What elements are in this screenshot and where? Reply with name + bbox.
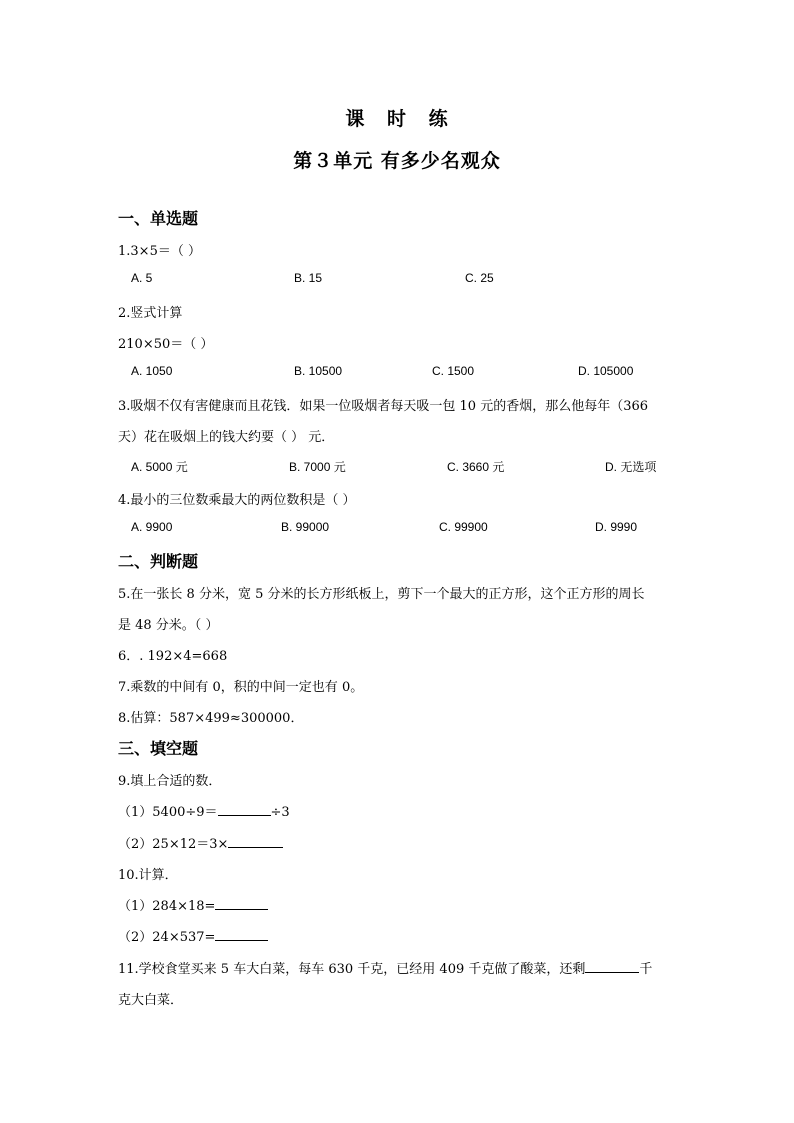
question-11-line-2: 克大白菜． — [118, 993, 184, 1008]
question-3-stem-line-2: 天）花在吸烟上的钱大约要（ ） 元． — [118, 430, 335, 445]
section-heading-single-choice: 一、单选题 — [118, 209, 199, 228]
answer-blank[interactable] — [218, 802, 271, 816]
question-3-stem-line-1: 3.吸烟不仅有害健康而且花钱．如果一位吸烟者每天吸一包 10 元的香烟，那么他每年（366 — [118, 399, 649, 414]
question-4-option-d: D. 9990 — [595, 520, 638, 534]
answer-blank[interactable] — [228, 834, 283, 848]
section-heading-true-false: 二、判断题 — [118, 552, 199, 571]
section-heading-fill-blank: 三、填空题 — [118, 739, 199, 758]
answer-blank[interactable] — [215, 896, 268, 910]
question-3-option-d: D. 无选项 — [605, 460, 657, 474]
question-7: 7.乘数的中间有 0，积的中间一定也有 0。 — [118, 680, 364, 695]
question-9-part-2-prefix: （2）25×12＝3× — [118, 837, 229, 852]
question-3-option-a: A. 5000 元 — [131, 460, 188, 474]
question-9-part-2 — [118, 833, 283, 852]
question-1-stem: 1.3×5＝（ ） — [118, 244, 201, 259]
question-10-part-2-prefix: （2）24×537= — [118, 930, 216, 945]
question-4-option-b: B. 99000 — [281, 520, 330, 534]
question-9-part-1-suffix: ÷3 — [270, 805, 290, 820]
question-1-option-a: A. 5 — [131, 271, 153, 285]
question-3-option-c: C. 3660 元 — [447, 460, 505, 474]
question-9-part-1-prefix: （1）5400÷9＝ — [118, 805, 218, 820]
answer-blank[interactable] — [585, 959, 639, 973]
question-2-stem: 2.竖式计算 — [118, 306, 183, 321]
question-4-option-c: C. 99900 — [439, 520, 488, 534]
question-2-option-b: B. 10500 — [294, 364, 343, 378]
question-9-part-1 — [118, 801, 290, 820]
question-10-part-1-prefix: （1）284×18= — [118, 899, 216, 914]
page-subtitle: 第３单元 有多少名观众 — [293, 150, 501, 172]
question-4-stem: 4.最小的三位数乘最大的两位数积是（ ） — [118, 493, 356, 508]
question-5-line-2: 是 48 分米。（ ） — [118, 618, 219, 633]
question-10-part-1 — [118, 895, 268, 914]
question-2-option-c: C. 1500 — [432, 364, 475, 378]
question-10-stem: 10.计算． — [118, 868, 178, 883]
question-2-option-a: A. 1050 — [131, 364, 173, 378]
question-10-part-2 — [118, 926, 268, 945]
answer-blank[interactable] — [215, 927, 268, 941]
question-9-stem: 9.填上合适的数． — [118, 774, 222, 789]
question-1-option-b: B. 15 — [294, 271, 323, 285]
question-8: 8.估算：587×499≈300000． — [118, 711, 304, 726]
page-title: 课 时 练 — [345, 108, 449, 130]
question-4-option-a: A. 9900 — [131, 520, 173, 534]
question-11-prefix: 11.学校食堂买来 5 车大白菜，每车 630 千克，已经用 409 千克做了酸菜，还剩 — [118, 962, 586, 977]
question-2-option-d: D. 105000 — [578, 364, 634, 378]
question-1-option-c: C. 25 — [465, 271, 494, 285]
question-2-expression: 210×50＝（ ） — [118, 337, 214, 352]
question-11-line-1 — [118, 958, 652, 977]
question-6: 6．. 192×4=668 — [118, 649, 228, 664]
question-3-option-b: B. 7000 元 — [289, 460, 346, 474]
question-11-suffix: 千 — [639, 962, 653, 977]
question-5-line-1: 5.在一张长 8 分米，宽 5 分米的长方形纸板上，剪下一个最大的正方形，这个正方形的周长 — [118, 587, 645, 602]
